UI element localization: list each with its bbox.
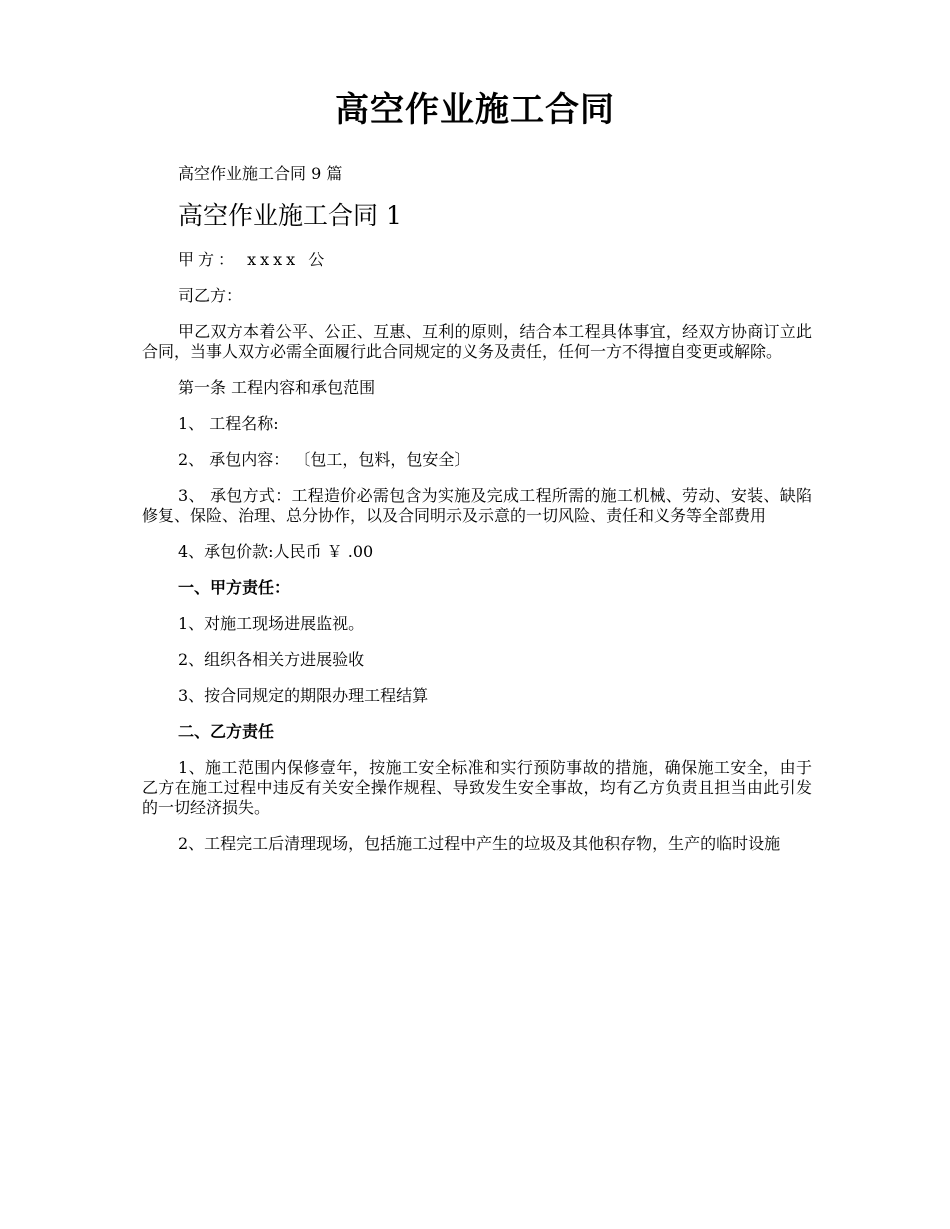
party-a-line: 甲方： xxxx 公 <box>178 250 329 269</box>
section-heading: 高空作业施工合同 1 <box>178 201 402 230</box>
party-a-duty-1: 1、对施工现场进展监视。 <box>178 614 365 633</box>
article-one-heading: 第一条 工程内容和承包范围 <box>178 378 376 397</box>
party-b-line: 司乙方： <box>178 286 243 305</box>
party-b-duty-2: 2、工程完工后清理现场，包括施工过程中产生的垃圾及其他积存物，生产的临时设施 <box>178 834 781 853</box>
preamble-paragraph: 甲乙双方本着公平、公正、互惠、互利的原则，结合本工程具体事宜，经双方协商订立此合同，当事人双方必需全面履行此合同规定的义务及责任，任何一方不得擅自变更或解除。 <box>142 322 812 361</box>
contract-price-item: 4、承包价款:人民币 ￥ .00 <box>178 542 374 561</box>
party-b-duties-heading: 二、乙方责任 <box>178 722 275 741</box>
project-name-item: 1、 工程名称: <box>178 414 279 433</box>
document-subtitle: 高空作业施工合同 9 篇 <box>178 164 343 183</box>
document-body <box>142 164 812 870</box>
contract-method-item: 3、 承包方式：工程造价必需包含为实施及完成工程所需的施工机械、劳动、安装、缺陷修复、保险、治理、总分协作，以及合同明示及示意的一切风险、责任和义务等全部费用 <box>142 486 812 525</box>
contract-scope-item: 2、 承包内容： 〔包工，包料，包安全〕 <box>178 450 471 469</box>
party-a-duty-3: 3、按合同规定的期限办理工程结算 <box>178 686 429 705</box>
document-title: 高空作业施工合同 <box>335 90 615 130</box>
party-a-duty-2: 2、组织各相关方进展验收 <box>178 650 365 669</box>
party-b-duty-1: 1、施工范围内保修壹年，按施工安全标准和实行预防事故的措施，确保施工安全，由于乙方在施工过程中违反有关安全操作规程、导致发生安全事故，均有乙方负责且担当由此引发的一切经济损失。 <box>142 758 812 817</box>
party-a-duties-heading: 一、甲方责任： <box>178 578 291 597</box>
